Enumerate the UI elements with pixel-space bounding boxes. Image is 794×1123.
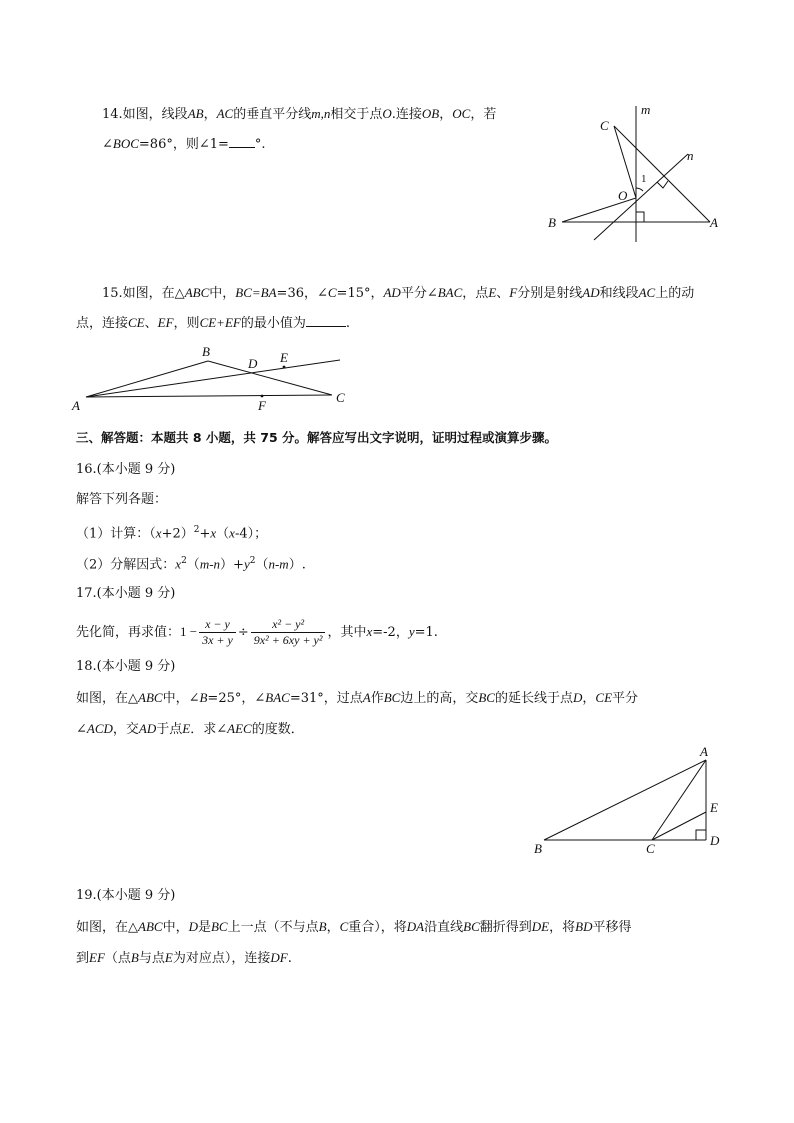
q19-header: 19.(本小题 9 分): [76, 888, 176, 903]
q17-fraction-2: $\frac{\text{x² − y²}}{\text{9x² + 6xy + y²}}$: [251, 617, 326, 648]
q14-text-line2: ∠BOC=86°，则∠1= °.: [102, 136, 266, 152]
q18-header: 18.(本小题 9 分): [76, 659, 176, 674]
q18-text-line1: 如图，在△ABC中，∠B=25°，∠BAC=31°，过点A作BC边上的高，交BC的延长线于点D，CE平分: [76, 690, 639, 706]
q14-figure: [540, 100, 730, 250]
q14-text-line1: 14.如图，线段AB，AC的垂直平分线m,n相交于点O.连接OB，OC，若: [102, 106, 497, 122]
q14-label-C: C: [600, 118, 609, 133]
q14-label-n: n: [687, 148, 694, 163]
q15-label-D: D: [248, 356, 258, 371]
q14-answer-blank[interactable]: [229, 134, 255, 148]
q19-text-line1: 如图，在△ABC中，D是BC上一点（不与点B，C重合），将DA沿直线BC翻折得到DE，将BD平移得: [76, 919, 632, 935]
q18-label-B: B: [534, 841, 542, 856]
q15-label-B: B: [202, 344, 210, 359]
q15-text-line1: 15.如图，在△ABC中，BC=BA=36，∠C=15°，AD平分∠BAC，点E、F分别是射线AD和线段AC上的动: [102, 285, 695, 301]
q18-label-A: A: [700, 744, 708, 759]
q14-label-B: B: [548, 215, 556, 230]
q18-figure: [530, 744, 730, 854]
q15-label-F: F: [258, 398, 266, 413]
q18-label-E: E: [710, 800, 718, 815]
q15-answer-blank[interactable]: [306, 313, 346, 327]
q14-label-A: A: [710, 215, 718, 230]
q18-label-C: C: [646, 841, 655, 856]
q14-label-O: O: [618, 188, 628, 203]
q16-part1: （1）计算：$(x+2)^2+x(x-4)$；: [76, 525, 268, 542]
q15-label-A: A: [72, 398, 80, 413]
section3-title: 三、解答题：本题共 8 小题，共 75 分。解答应写出文字说明，证明过程或演算步骤。: [76, 430, 558, 445]
q19-text-line2: 到EF（点B与点E为对应点），连接DF.: [76, 950, 292, 966]
q15-label-E: E: [280, 350, 288, 365]
q15-label-C: C: [336, 390, 345, 405]
q16-intro: 解答下列各题：: [76, 492, 168, 507]
q17-fraction-1: $\frac{x - y}{3x + y}$: [199, 617, 236, 648]
q16-header: 16.(本小题 9 分): [76, 462, 176, 477]
q14-label-1: 1: [641, 173, 647, 185]
q15-figure: [70, 342, 360, 412]
q18-label-D: D: [710, 833, 720, 848]
q17-expression: 先化简，再求值：1 − $\frac{x - y}{3x + y}$ ÷ $\frac{\text{x² − y²}}{\text{9x² + 6xy + y²}}$ ，其中x=-2，y=1.: [76, 617, 438, 647]
q14-label-m: m: [641, 102, 651, 117]
q17-header: 17.(本小题 9 分): [76, 586, 176, 601]
q16-part2: （2）分解因式：$x^2(m-n)+y^2(n-m)$.: [76, 556, 306, 573]
q18-text-line2: ∠ACD，交AD于点E．求∠AEC的度数．: [76, 721, 304, 737]
q15-text-line2: 点，连接CE、EF，则CE+EF的最小值为 .: [76, 315, 350, 331]
